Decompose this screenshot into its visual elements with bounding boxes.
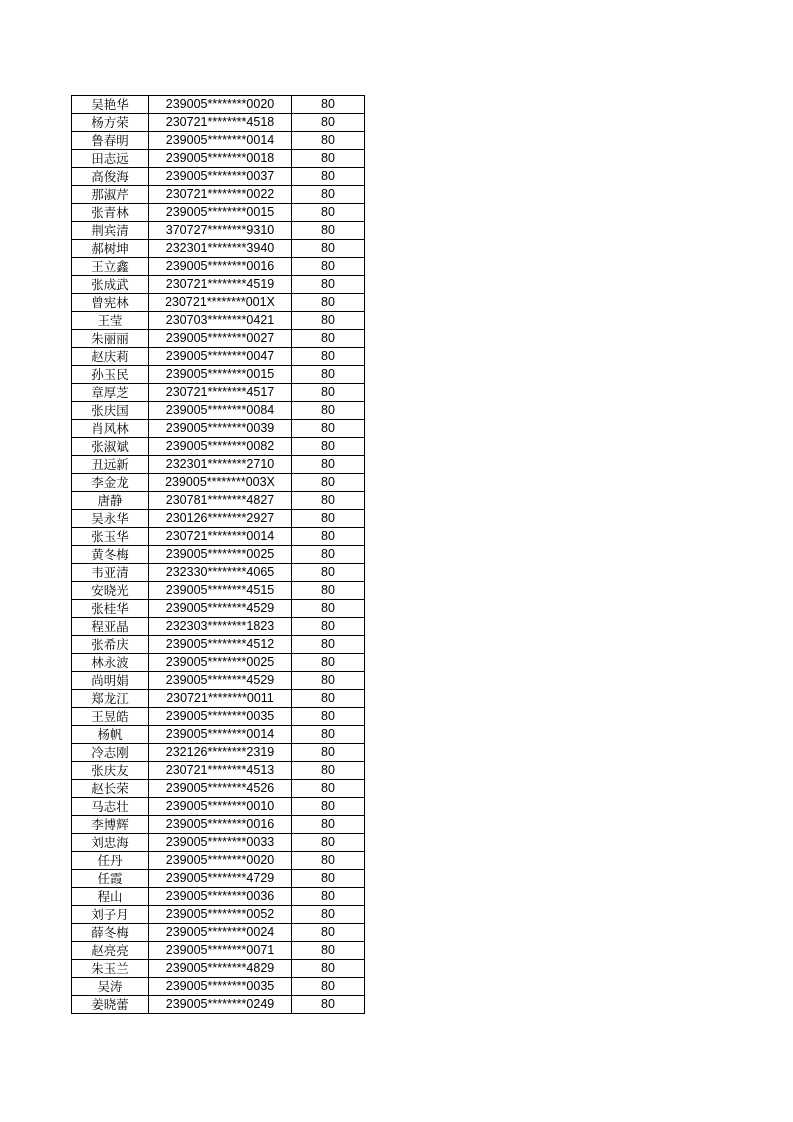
table-row (72, 312, 365, 330)
table-row (72, 888, 365, 906)
table-row (72, 258, 365, 276)
score-cell: 80 (292, 366, 365, 384)
score-cell: 80 (292, 294, 365, 312)
score-cell: 80 (292, 618, 365, 636)
table-row (72, 582, 365, 600)
name-cell: 郝树坤 (72, 240, 149, 258)
score-cell: 80 (292, 672, 365, 690)
name-cell: 鲁春明 (72, 132, 149, 150)
score-cell: 80 (292, 150, 365, 168)
table-row (72, 690, 365, 708)
table-row (72, 240, 365, 258)
score-cell: 80 (292, 420, 365, 438)
name-cell: 吴涛 (72, 978, 149, 996)
roster-table (71, 95, 365, 1014)
score-cell: 80 (292, 240, 365, 258)
score-cell: 80 (292, 906, 365, 924)
table-row (72, 672, 365, 690)
score-cell: 80 (292, 438, 365, 456)
table-row (72, 420, 365, 438)
table-row (72, 276, 365, 294)
table-row (72, 996, 365, 1014)
name-cell: 尚明娟 (72, 672, 149, 690)
id-number-cell: 239005********0033 (149, 834, 292, 852)
table-row (72, 798, 365, 816)
table-row (72, 636, 365, 654)
table-row (72, 744, 365, 762)
id-number-cell: 239005********4829 (149, 960, 292, 978)
id-number-cell: 232330********4065 (149, 564, 292, 582)
id-number-cell: 239005********0016 (149, 258, 292, 276)
table-row (72, 330, 365, 348)
id-number-cell: 239005********0025 (149, 654, 292, 672)
id-number-cell: 239005********0037 (149, 168, 292, 186)
table-row (72, 222, 365, 240)
table-row (72, 348, 365, 366)
name-cell: 韦亚清 (72, 564, 149, 582)
table-row (72, 834, 365, 852)
table-row (72, 186, 365, 204)
score-cell: 80 (292, 852, 365, 870)
table-row (72, 708, 365, 726)
name-cell: 程亚晶 (72, 618, 149, 636)
name-cell: 张庆友 (72, 762, 149, 780)
table-row (72, 564, 365, 582)
name-cell: 任霞 (72, 870, 149, 888)
table-row (72, 294, 365, 312)
id-number-cell: 239005********0249 (149, 996, 292, 1014)
score-cell: 80 (292, 582, 365, 600)
roster-table-body (72, 96, 365, 1014)
table-row (72, 978, 365, 996)
name-cell: 朱丽丽 (72, 330, 149, 348)
score-cell: 80 (292, 276, 365, 294)
score-cell: 80 (292, 690, 365, 708)
id-number-cell: 239005********003X (149, 474, 292, 492)
score-cell: 80 (292, 942, 365, 960)
name-cell: 王立鑫 (72, 258, 149, 276)
id-number-cell: 239005********0024 (149, 924, 292, 942)
table-row (72, 168, 365, 186)
id-number-cell: 239005********0018 (149, 150, 292, 168)
name-cell: 那淑芹 (72, 186, 149, 204)
score-cell: 80 (292, 258, 365, 276)
score-cell: 80 (292, 636, 365, 654)
table-row (72, 114, 365, 132)
name-cell: 郑龙江 (72, 690, 149, 708)
name-cell: 张庆国 (72, 402, 149, 420)
id-number-cell: 230721********4517 (149, 384, 292, 402)
name-cell: 高俊海 (72, 168, 149, 186)
name-cell: 王昱皓 (72, 708, 149, 726)
table-row (72, 96, 365, 114)
id-number-cell: 239005********0025 (149, 546, 292, 564)
id-number-cell: 230721********0014 (149, 528, 292, 546)
id-number-cell: 239005********0084 (149, 402, 292, 420)
table-row (72, 870, 365, 888)
name-cell: 黄冬梅 (72, 546, 149, 564)
name-cell: 张成武 (72, 276, 149, 294)
table-row (72, 204, 365, 222)
id-number-cell: 239005********0082 (149, 438, 292, 456)
score-cell: 80 (292, 834, 365, 852)
score-cell: 80 (292, 402, 365, 420)
score-cell: 80 (292, 330, 365, 348)
name-cell: 曾宪林 (72, 294, 149, 312)
score-cell: 80 (292, 348, 365, 366)
score-cell: 80 (292, 798, 365, 816)
score-cell: 80 (292, 762, 365, 780)
id-number-cell: 230703********0421 (149, 312, 292, 330)
id-number-cell: 239005********0027 (149, 330, 292, 348)
name-cell: 冷志刚 (72, 744, 149, 762)
id-number-cell: 239005********0020 (149, 852, 292, 870)
name-cell: 赵亮亮 (72, 942, 149, 960)
name-cell: 吴永华 (72, 510, 149, 528)
id-number-cell: 370727********9310 (149, 222, 292, 240)
id-number-cell: 230721********4518 (149, 114, 292, 132)
name-cell: 肖风林 (72, 420, 149, 438)
score-cell: 80 (292, 384, 365, 402)
name-cell: 马志壮 (72, 798, 149, 816)
table-row (72, 384, 365, 402)
name-cell: 唐静 (72, 492, 149, 510)
score-cell: 80 (292, 654, 365, 672)
id-number-cell: 230721********4519 (149, 276, 292, 294)
name-cell: 李博辉 (72, 816, 149, 834)
id-number-cell: 230721********4513 (149, 762, 292, 780)
score-cell: 80 (292, 168, 365, 186)
score-cell: 80 (292, 312, 365, 330)
score-cell: 80 (292, 132, 365, 150)
id-number-cell: 239005********0036 (149, 888, 292, 906)
table-row (72, 960, 365, 978)
table-row (72, 510, 365, 528)
name-cell: 杨方荣 (72, 114, 149, 132)
score-cell: 80 (292, 870, 365, 888)
name-cell: 张青林 (72, 204, 149, 222)
name-cell: 刘子月 (72, 906, 149, 924)
id-number-cell: 232301********3940 (149, 240, 292, 258)
name-cell: 朱玉兰 (72, 960, 149, 978)
name-cell: 程山 (72, 888, 149, 906)
id-number-cell: 239005********4729 (149, 870, 292, 888)
name-cell: 丑远新 (72, 456, 149, 474)
table-row (72, 726, 365, 744)
score-cell: 80 (292, 744, 365, 762)
id-number-cell: 232126********2319 (149, 744, 292, 762)
id-number-cell: 239005********0039 (149, 420, 292, 438)
name-cell: 赵长荣 (72, 780, 149, 798)
table-row (72, 366, 365, 384)
table-row (72, 132, 365, 150)
table-row (72, 474, 365, 492)
id-number-cell: 232303********1823 (149, 618, 292, 636)
score-cell: 80 (292, 888, 365, 906)
id-number-cell: 239005********0015 (149, 204, 292, 222)
name-cell: 张淑斌 (72, 438, 149, 456)
score-cell: 80 (292, 816, 365, 834)
score-cell: 80 (292, 456, 365, 474)
name-cell: 薛冬梅 (72, 924, 149, 942)
name-cell: 赵庆莉 (72, 348, 149, 366)
score-cell: 80 (292, 204, 365, 222)
name-cell: 杨帆 (72, 726, 149, 744)
table-row (72, 528, 365, 546)
score-cell: 80 (292, 222, 365, 240)
id-number-cell: 239005********4529 (149, 672, 292, 690)
score-cell: 80 (292, 186, 365, 204)
name-cell: 林永波 (72, 654, 149, 672)
table-row (72, 600, 365, 618)
id-number-cell: 232301********2710 (149, 456, 292, 474)
name-cell: 王莹 (72, 312, 149, 330)
id-number-cell: 239005********4515 (149, 582, 292, 600)
name-cell: 孙玉民 (72, 366, 149, 384)
id-number-cell: 239005********0014 (149, 726, 292, 744)
id-number-cell: 239005********0035 (149, 708, 292, 726)
score-cell: 80 (292, 960, 365, 978)
id-number-cell: 230126********2927 (149, 510, 292, 528)
score-cell: 80 (292, 96, 365, 114)
score-cell: 80 (292, 924, 365, 942)
table-row (72, 654, 365, 672)
score-cell: 80 (292, 474, 365, 492)
id-number-cell: 239005********4529 (149, 600, 292, 618)
id-number-cell: 239005********4512 (149, 636, 292, 654)
name-cell: 李金龙 (72, 474, 149, 492)
name-cell: 姜晓蕾 (72, 996, 149, 1014)
name-cell: 安晓光 (72, 582, 149, 600)
id-number-cell: 239005********4526 (149, 780, 292, 798)
table-row (72, 492, 365, 510)
id-number-cell: 230721********0011 (149, 690, 292, 708)
score-cell: 80 (292, 708, 365, 726)
score-cell: 80 (292, 726, 365, 744)
score-cell: 80 (292, 780, 365, 798)
id-number-cell: 239005********0014 (149, 132, 292, 150)
id-number-cell: 239005********0010 (149, 798, 292, 816)
id-number-cell: 239005********0052 (149, 906, 292, 924)
id-number-cell: 230721********0022 (149, 186, 292, 204)
table-row (72, 780, 365, 798)
score-cell: 80 (292, 600, 365, 618)
score-cell: 80 (292, 978, 365, 996)
table-row (72, 456, 365, 474)
id-number-cell: 239005********0071 (149, 942, 292, 960)
table-row (72, 618, 365, 636)
score-cell: 80 (292, 564, 365, 582)
name-cell: 张玉华 (72, 528, 149, 546)
score-cell: 80 (292, 492, 365, 510)
name-cell: 荆宾清 (72, 222, 149, 240)
score-cell: 80 (292, 996, 365, 1014)
score-cell: 80 (292, 114, 365, 132)
score-cell: 80 (292, 546, 365, 564)
name-cell: 张桂华 (72, 600, 149, 618)
id-number-cell: 239005********0016 (149, 816, 292, 834)
table-row (72, 438, 365, 456)
name-cell: 刘忠海 (72, 834, 149, 852)
id-number-cell: 230781********4827 (149, 492, 292, 510)
name-cell: 章厚芝 (72, 384, 149, 402)
id-number-cell: 239005********0015 (149, 366, 292, 384)
table-row (72, 762, 365, 780)
id-number-cell: 239005********0047 (149, 348, 292, 366)
name-cell: 任丹 (72, 852, 149, 870)
table-row (72, 150, 365, 168)
table-row (72, 816, 365, 834)
score-cell: 80 (292, 510, 365, 528)
table-row (72, 906, 365, 924)
id-number-cell: 239005********0035 (149, 978, 292, 996)
score-cell: 80 (292, 528, 365, 546)
table-row (72, 546, 365, 564)
name-cell: 张希庆 (72, 636, 149, 654)
document-page (71, 95, 365, 1014)
table-row (72, 924, 365, 942)
table-row (72, 402, 365, 420)
name-cell: 吴艳华 (72, 96, 149, 114)
table-row (72, 852, 365, 870)
id-number-cell: 230721********001X (149, 294, 292, 312)
name-cell: 田志远 (72, 150, 149, 168)
id-number-cell: 239005********0020 (149, 96, 292, 114)
table-row (72, 942, 365, 960)
